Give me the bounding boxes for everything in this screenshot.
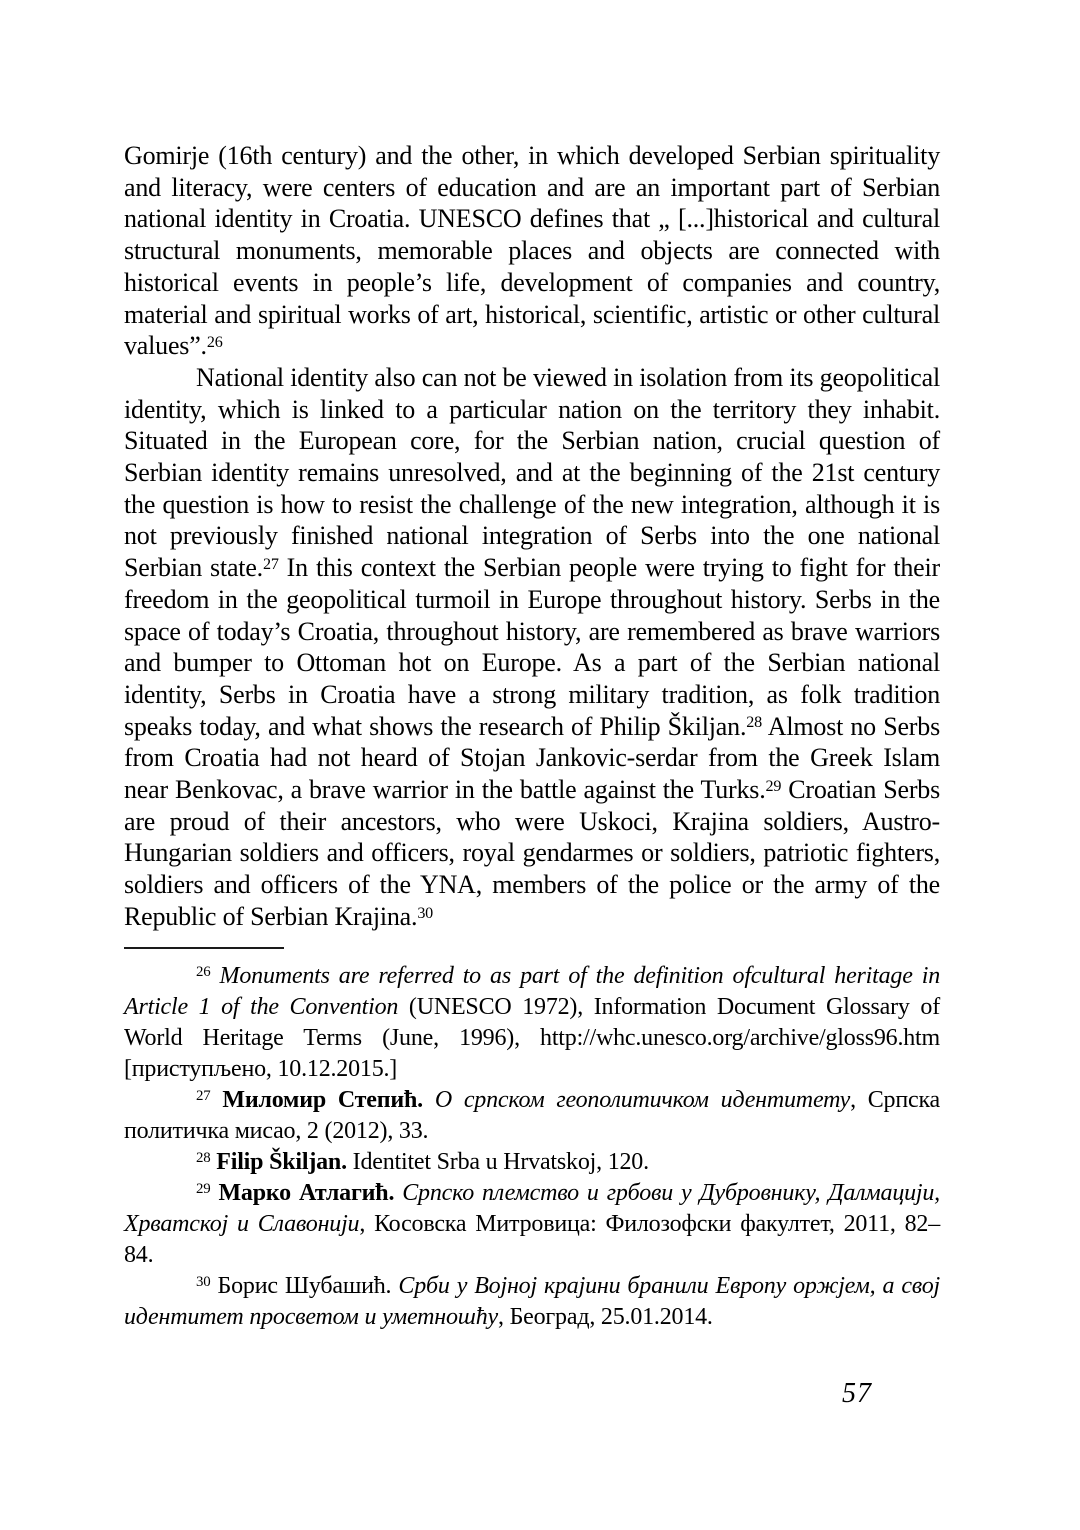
footnote-27 (124, 1085, 940, 1147)
footnote-27-title: О српском геополитичком идентитету (422, 1086, 851, 1113)
footnote-27-number: 27 (196, 1087, 211, 1104)
footnote-29-author: Марко Атлагић. (210, 1179, 395, 1206)
footnote-30-author: Борис Шубашић. (210, 1272, 392, 1299)
footnotes-section (124, 961, 940, 1333)
paragraph-1-text: Gomirje (16th century) and the other, in which developed Serbian spirituality and literacy, were centers of education and are an important part of Serbian national identity in Croatia. UNESCO defines that „ [...]historical and cultural structural monuments, memorable places and objects are connected with historical events in people’s life, development of companies and country, material and spiritual works of art, historical, scientific, artistic or other cultural values”. (124, 141, 940, 361)
body-paragraph-2 (124, 362, 940, 933)
footnote-ref-28: 28 (746, 714, 762, 732)
footnote-30-number: 30 (196, 1273, 211, 1290)
footnote-29-title: Српско племство и грбови у Дубровнику, Далмацији, Хрватској и Славонији (124, 1179, 940, 1237)
footnote-30-text: , Београд, 25.01.2014. (497, 1303, 713, 1330)
footnote-28-author: Filip Škiljan. (210, 1148, 347, 1175)
footnote-ref-26: 26 (206, 333, 223, 351)
footnote-28 (124, 1147, 940, 1178)
paragraph-2-text-1: National identity also can not be viewed in isolation from its geopolitical identity, which is linked to a particular nation on the territory they inhabit. Situated in the European core, for the Serbian nation, crucial question of Serbian identity remains unresolved, and at the beginning of the 21st century the question is how to resist the challenge of the new integration, although it is not previously finished national integration of Serbs into the one national Serbian state. (124, 362, 940, 583)
paragraph-2-text-4: Croatian Serbs are proud of their ancestors, who were Uskoci, Krajina soldiers, Austro-Hungarian soldiers and officers, royal gendarmes or soldiers, patriotic fighters, soldiers and officers of the YNA, members of the police or the army of the Republic of Serbian Krajina. (124, 775, 940, 931)
footnote-ref-30: 30 (417, 904, 434, 922)
footnote-30 (124, 1271, 940, 1333)
footnote-separator (124, 947, 284, 949)
footnote-28-number: 28 (196, 1149, 211, 1166)
footnote-29 (124, 1178, 940, 1271)
footnote-29-number: 29 (196, 1180, 211, 1197)
footnote-ref-29: 29 (765, 777, 782, 795)
footnote-27-text: , Српска политичка мисао, 2 (2012), 33. (124, 1086, 940, 1144)
footnote-ref-27: 27 (262, 555, 279, 573)
footnote-29-text: , Косовска Митровица: Филозофски факултет, 2011, 82–84. (124, 1210, 941, 1268)
footnote-27-author: Миломир Степић. (210, 1086, 423, 1113)
footnote-26-number: 26 (196, 963, 211, 980)
footnote-26 (124, 961, 940, 1085)
footnote-26-text: (UNESCO 1972), Information Document Glossary of World Heritage Terms (June, 1996), http://whc.unesco.org/archive/gloss96.htm [приступљено, 10.12.2015.] (124, 993, 940, 1082)
footnote-30-title: Срби у Војној крајини бранили Европу оржјем, а свој идентитет просветом и уметношћу (124, 1272, 940, 1330)
body-paragraph-1 (124, 140, 940, 362)
page-number: 57 (842, 1378, 872, 1409)
footnote-28-text: Identitet Srba u Hrvatskoj, 120. (346, 1148, 649, 1175)
paragraph-2-text-3: Almost no Serbs from Croatia had not heard of Stojan Jankovic-serdar from the Greek Islam near Benkovac, a brave warrior in the battle against the Turks. (124, 711, 940, 805)
footnote-26-title: Monuments are referred to as part of the definition ofcultural heritage in Article 1 of the Convention (124, 962, 940, 1020)
paragraph-2-text-2: In this context the Serbian people were trying to fight for their freedom in the geopolitical turmoil in Europe throughout history. Serbs in the space of today’s Croatia, throughout history, are remembered as brave warriors and bumper to Ottoman hot on Europe. As a part of the Serbian national identity, Serbs in Croatia have a strong military tradition, as folk tradition speaks today, and what shows the research of Philip Škiljan. (124, 553, 940, 741)
